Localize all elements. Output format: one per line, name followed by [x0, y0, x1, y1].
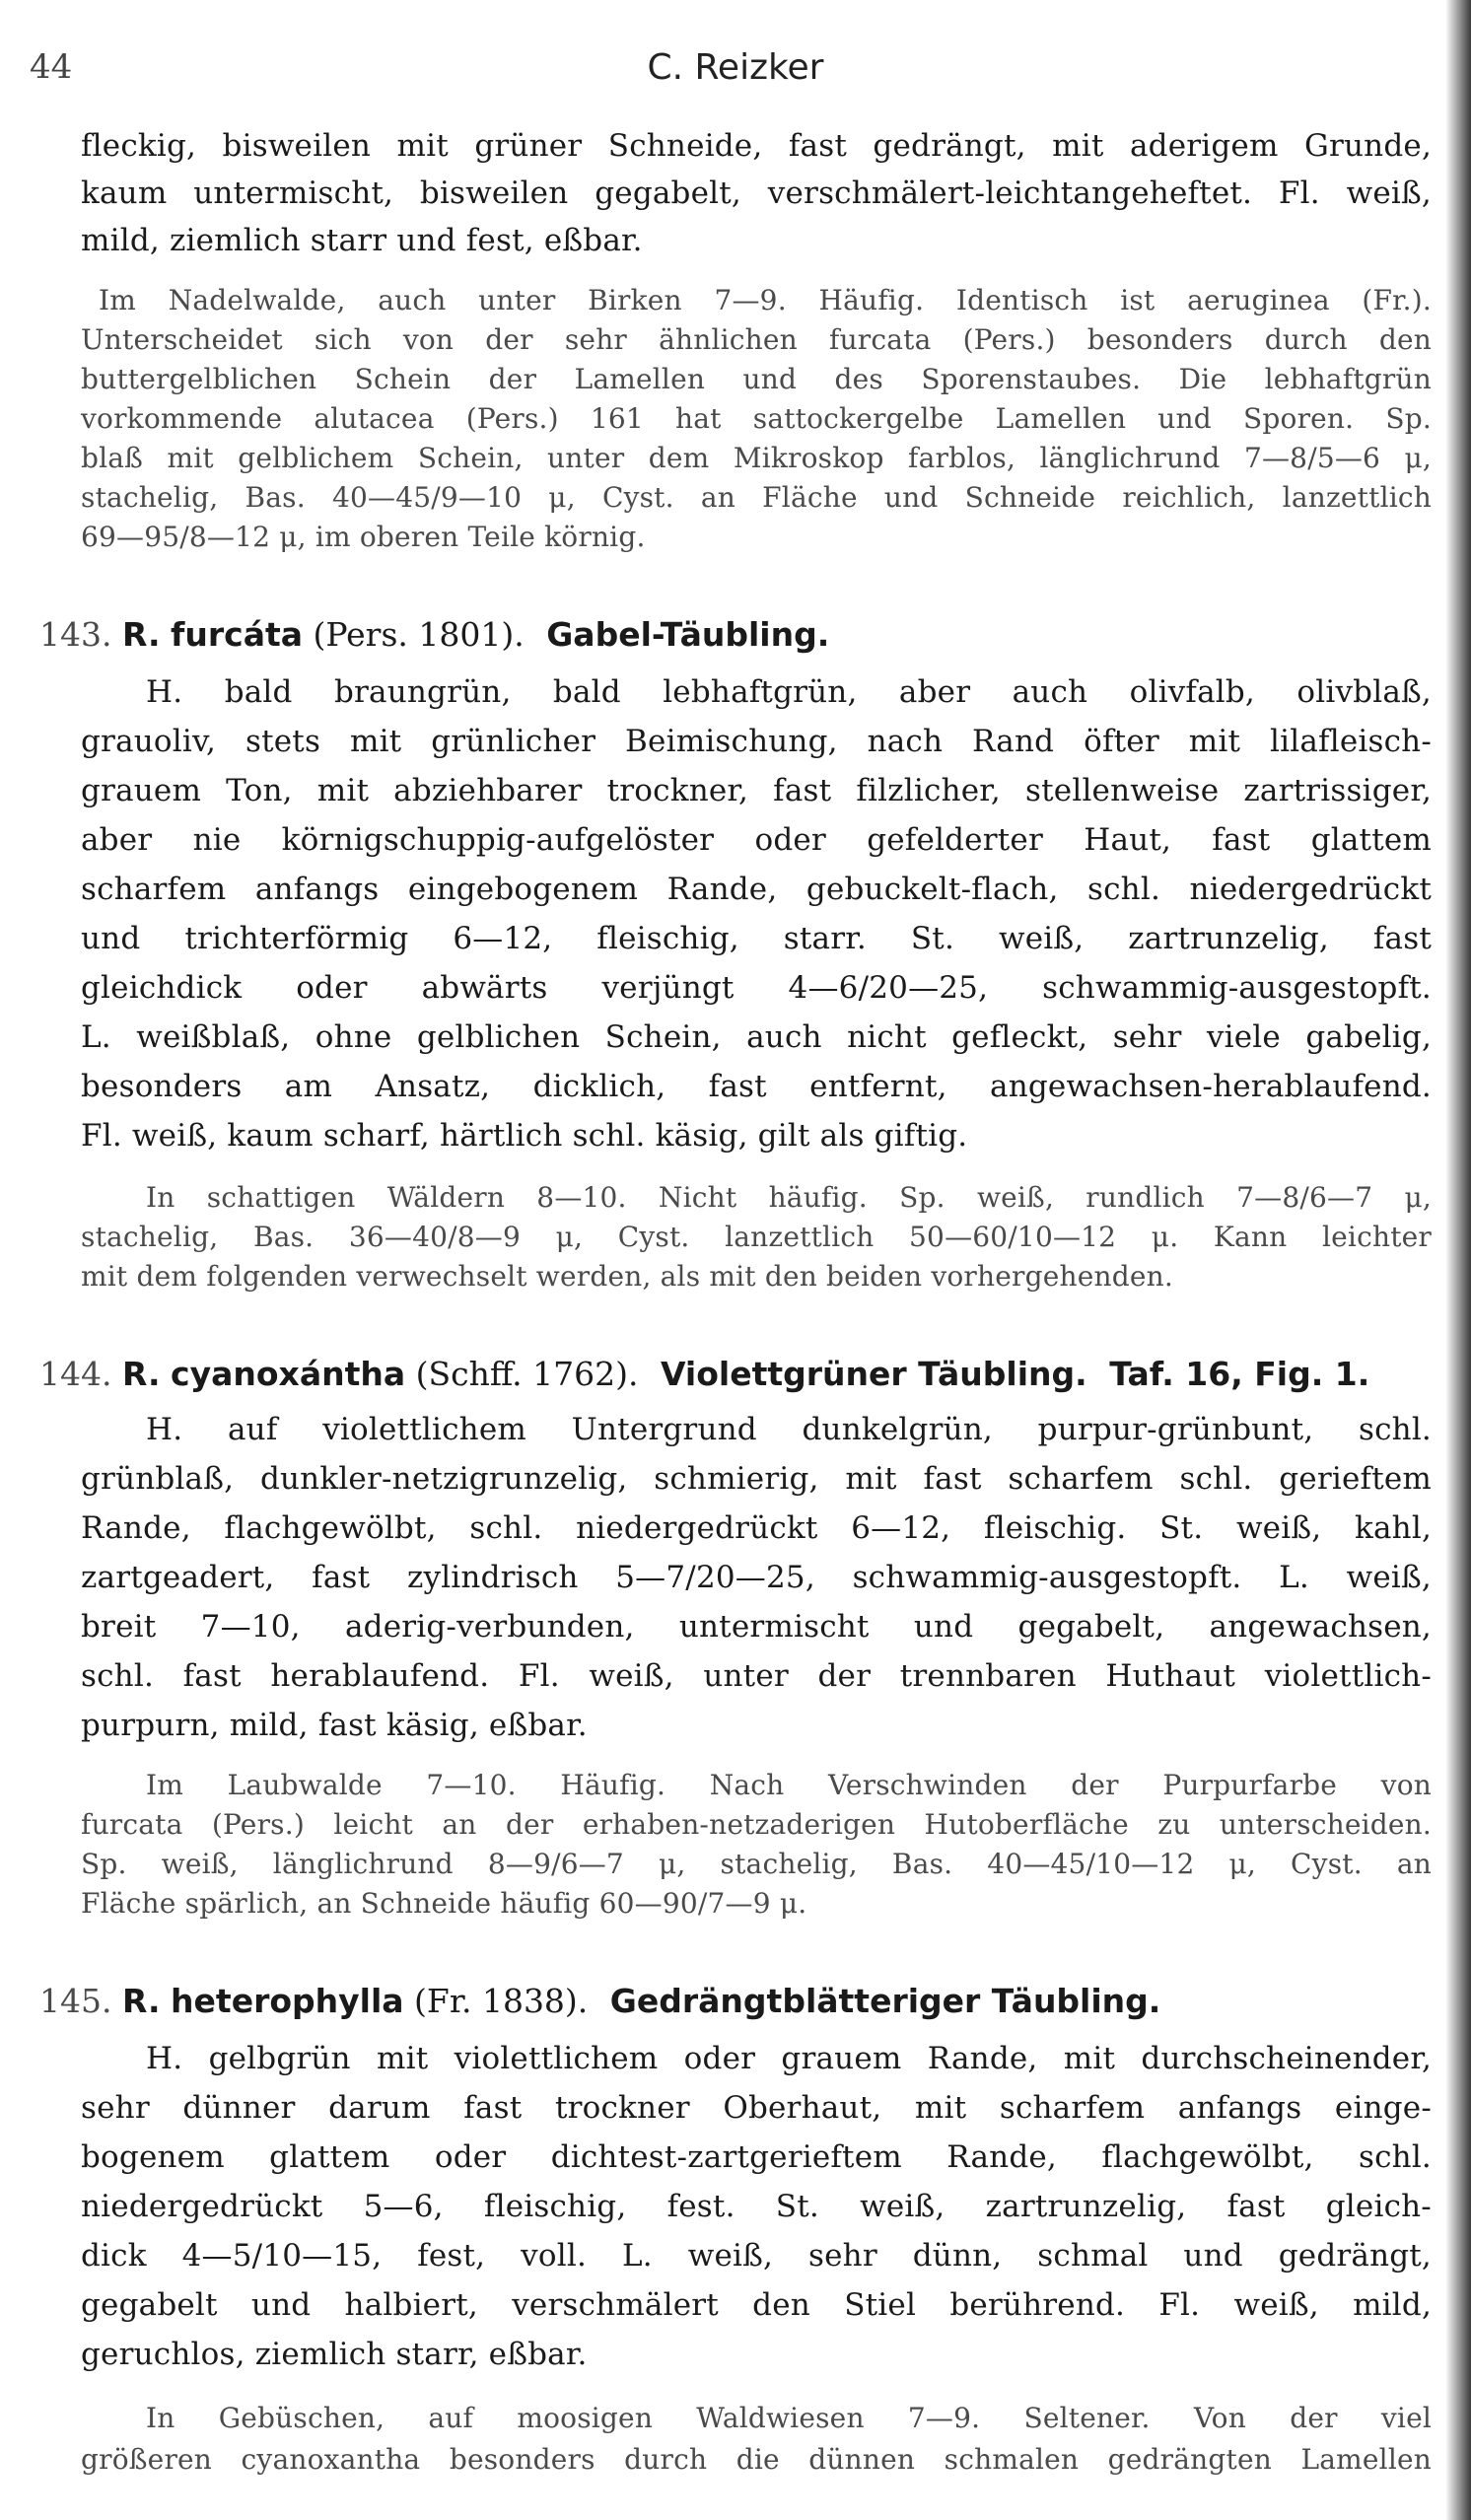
note-line: 69—95/8—12 μ, im oberen Teile körnig. — [81, 521, 646, 553]
note-line: stachelig, Bas. 36—40/8—9 μ, Cyst. lanzettlich 50—60/10—12 μ. Kann leichter — [81, 1221, 1432, 1253]
text-line: gleichdick oder abwärts verjüngt 4—6/20—25, schwammig-ausgestopft. — [81, 970, 1432, 1006]
text-line: sehr dünner darum fast trockner Oberhaut, mit scharfem anfangs einge- — [81, 2090, 1432, 2126]
note-line: furcata (Pers.) leicht an der erhaben-netzaderigen Hutoberfläche zu unterscheiden. — [81, 1808, 1432, 1841]
entry-authority: (Schff. 1762). — [415, 1355, 639, 1393]
entry-species: furcáta — [171, 615, 304, 654]
text-line: und trichterförmig 6—12, fleischig, starr. St. weiß, zartrunzelig, fast — [81, 921, 1432, 956]
entry-authority: (Fr. 1838). — [414, 1982, 589, 2020]
text-line: H. gelbgrün mit violettlichem oder grauem Rande, mit durchscheinender, — [146, 2041, 1432, 2076]
entry-common-name: Gabel-Täubling. — [546, 615, 830, 654]
entry-genus: R. — [121, 1982, 161, 2020]
text-line: zartgeadert, fast zylindrisch 5—7/20—25, schwammig-ausgestopft. L. weiß, — [81, 1560, 1432, 1595]
entry-genus: R. — [121, 615, 161, 654]
text-line: Rande, flachgewölbt, schl. niedergedrückt 6—12, fleischig. St. weiß, kahl, — [81, 1510, 1432, 1546]
text-line: niedergedrückt 5—6, fleischig, fest. St. weiß, zartrunzelig, fast gleich- — [81, 2189, 1432, 2224]
entry-species: heterophylla — [171, 1982, 404, 2020]
text-line: grauem Ton, mit abziehbarer trockner, fast filzlicher, stellenweise zartrissiger, — [81, 773, 1432, 808]
text-line: mild, ziemlich starr und fest, eßbar. — [81, 223, 643, 258]
note-line: Fläche spärlich, an Schneide häufig 60—90/7—9 μ. — [81, 1887, 807, 1920]
text-line: schl. fast herablaufend. Fl. weiß, unter der trennbaren Huthaut violettlich- — [81, 1658, 1432, 1694]
note-line: Sp. weiß, länglichrund 8—9/6—7 μ, stachelig, Bas. 40—45/10—12 μ, Cyst. an — [81, 1848, 1432, 1880]
note-line: mit dem folgenden verwechselt werden, als mit den beiden vorhergehenden. — [81, 1260, 1173, 1293]
text-line: H. bald braungrün, bald lebhaftgrün, aber auch olivfalb, olivblaß, — [146, 674, 1432, 710]
text-line: Fl. weiß, kaum scharf, härtlich schl. käsig, gilt als giftig. — [81, 1118, 968, 1154]
text-line: fleckig, bisweilen mit grüner Schneide, fast gedrängt, mit aderigem Grunde, — [81, 128, 1432, 164]
page-edge-shadow — [1445, 0, 1471, 2520]
page-header — [0, 47, 1471, 97]
entry-plate-reference: Taf. 16, Fig. 1. — [1109, 1355, 1370, 1393]
text-line: kaum untermischt, bisweilen gegabelt, verschmälert-leichtangeheftet. Fl. weiß, — [81, 175, 1432, 211]
note-line: blaß mit gelblichem Schein, unter dem Mikroskop farblos, länglichrund 7—8/5—6 μ, — [81, 442, 1432, 474]
text-line: grauoliv, stets mit grünlicher Beimischung, nach Rand öfter mit lilafleisch- — [81, 724, 1432, 759]
text-line: scharfem anfangs eingebogenem Rande, gebuckelt-flach, schl. niedergedrückt — [81, 872, 1432, 907]
text-line: dick 4—5/10—15, fest, voll. L. weiß, sehr dünn, schmal und gedrängt, — [81, 2238, 1432, 2274]
entry-common-name: Violettgrüner Täubling. — [660, 1355, 1087, 1393]
entry-number: 143. — [39, 615, 112, 654]
text-line: L. weißblaß, ohne gelblichen Schein, auch nicht gefleckt, sehr viele gabelig, — [81, 1019, 1432, 1055]
note-line: In Gebüschen, auf moosigen Waldwiesen 7—9. Seltener. Von der viel — [146, 2402, 1432, 2434]
page-number: 44 — [30, 47, 73, 87]
entry-species: cyanoxántha — [171, 1355, 406, 1393]
text-line: purpurn, mild, fast käsig, eßbar. — [81, 1708, 588, 1743]
entry-common-name: Gedrängtblätteriger Täubling. — [609, 1982, 1161, 2020]
text-line: breit 7—10, aderig-verbunden, untermischt und gegabelt, angewachsen, — [81, 1609, 1432, 1645]
note-line: Im Nadelwalde, auch unter Birken 7—9. Häufig. Identisch ist aeruginea (Fr.). — [99, 284, 1432, 316]
note-line: stachelig, Bas. 40—45/9—10 μ, Cyst. an Fläche und Schneide reichlich, lanzettlich — [81, 481, 1432, 514]
text-line: grünblaß, dunkler-netzigrunzelig, schmierig, mit fast scharfem schl. gerieftem — [81, 1461, 1432, 1497]
entry-genus: R. — [121, 1355, 161, 1393]
text-line: geruchlos, ziemlich starr, eßbar. — [81, 2337, 588, 2372]
note-line: Unterscheidet sich von der sehr ähnlichen furcata (Pers.) besonders durch den — [81, 323, 1432, 356]
running-head-author: C. Reizker — [647, 47, 824, 88]
text-line: aber nie körnigschuppig-aufgelöster oder gefelderter Haut, fast glattem — [81, 822, 1432, 858]
note-line: vorkommende alutacea (Pers.) 161 hat sattockergelbe Lamellen und Sporen. Sp. — [81, 402, 1432, 435]
entry-authority: (Pers. 1801). — [313, 615, 525, 654]
entry-number: 144. — [39, 1355, 112, 1393]
entry-title — [39, 1982, 1160, 2020]
text-line: gegabelt und halbiert, verschmälert den Stiel berührend. Fl. weiß, mild, — [81, 2287, 1432, 2323]
text-line: bogenem glattem oder dichtest-zartgerieftem Rande, flachgewölbt, schl. — [81, 2139, 1432, 2175]
text-line: H. auf violettlichem Untergrund dunkelgrün, purpur-grünbunt, schl. — [146, 1412, 1432, 1447]
note-line: buttergelblichen Schein der Lamellen und des Sporenstaubes. Die lebhaftgrün — [81, 363, 1432, 395]
note-line: In schattigen Wäldern 8—10. Nicht häufig. Sp. weiß, rundlich 7—8/6—7 μ, — [146, 1181, 1432, 1214]
note-line: größeren cyanoxantha besonders durch die dünnen schmalen gedrängten Lamellen — [81, 2443, 1432, 2476]
entry-title — [39, 1355, 1369, 1393]
text-line: besonders am Ansatz, dicklich, fast entfernt, angewachsen-herablaufend. — [81, 1069, 1432, 1104]
note-line: Im Laubwalde 7—10. Häufig. Nach Verschwinden der Purpurfarbe von — [146, 1769, 1432, 1801]
entry-title — [39, 615, 829, 654]
entry-number: 145. — [39, 1982, 112, 2020]
